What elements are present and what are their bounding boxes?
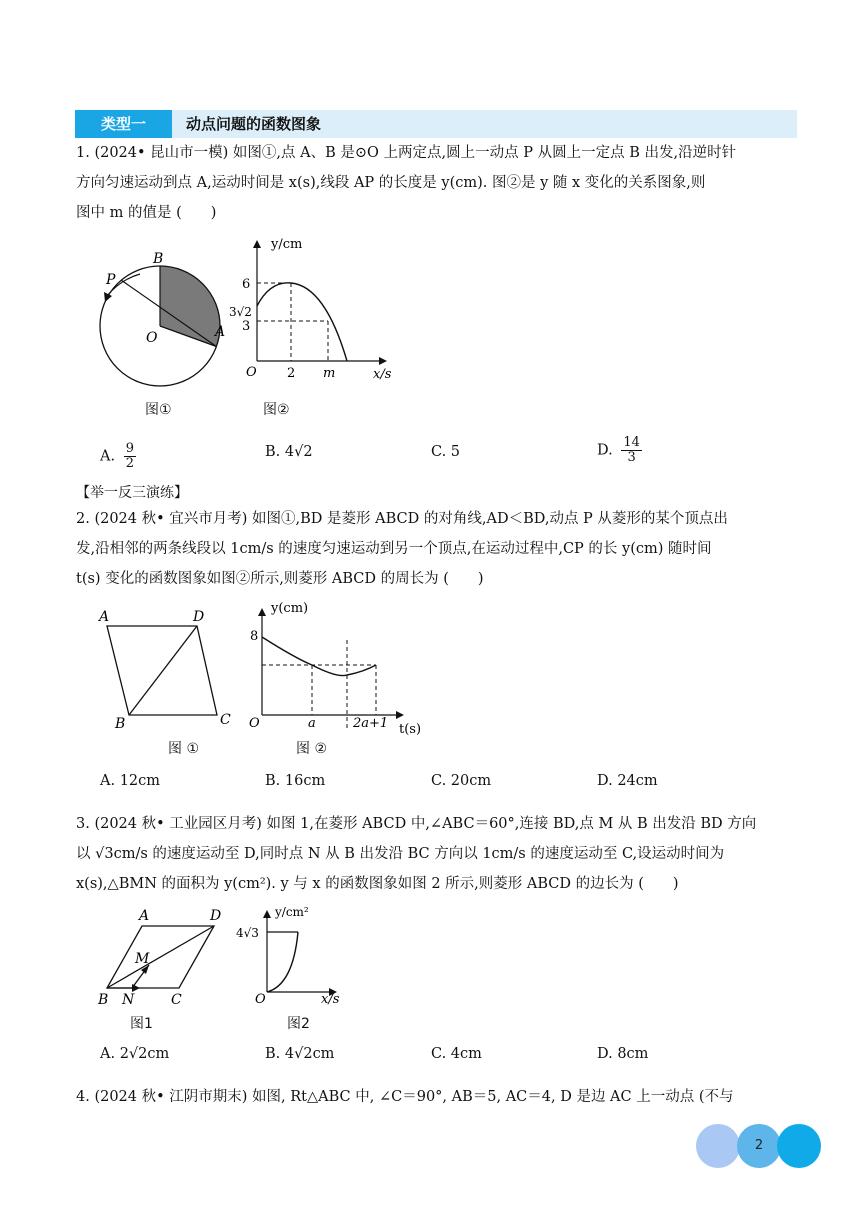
q3-option-d[interactable]: D. 8cm — [597, 1046, 649, 1062]
q3-line-2: 以 √3cm/s 的速度运动至 D,同时点 N 从 B 出发沿 BC 方向以 1cm/s 的速度运动至 C,设运动时间为 — [76, 846, 725, 862]
tick-8: 8 — [250, 629, 259, 644]
tick-2: 2 — [287, 366, 296, 381]
q3-fig2-caption: 图2 — [287, 1016, 310, 1032]
axis-y-label: y/cm² — [275, 905, 309, 919]
q3-line-1: 3. (2024 秋• 工业园区月考) 如图 1,在菱形 ABCD 中,∠ABC＝60°,连接 BD,点 M 从 B 出发沿 BD 方向 — [76, 816, 757, 832]
label-B: B — [98, 992, 109, 1008]
option-d-label: D. — [597, 442, 613, 459]
q2-rhombus-figure — [97, 609, 231, 732]
footer-circle-right — [777, 1124, 821, 1168]
shaded-sector — [160, 266, 220, 347]
q3-option-b[interactable]: B. 4√2cm — [265, 1046, 335, 1062]
label-A: A — [139, 908, 150, 924]
option-a-label: A. — [100, 448, 116, 465]
q2-line-1: 2. (2024 秋• 宜兴市月考) 如图①,BD 是菱形 ABCD 的对角线,AD＜BD,动点 P 从菱形的某个顶点出 — [76, 511, 728, 527]
page-number: 2 — [737, 1124, 781, 1168]
tick-a: a — [308, 716, 316, 731]
q1-option-c[interactable]: C. 5 — [431, 444, 461, 460]
option-d-fraction: $\frac{14}{3}$ — [623, 435, 640, 465]
q3-figures — [95, 900, 365, 1010]
label-C: C — [220, 712, 231, 728]
label-B: B — [115, 716, 126, 732]
q3-fig1-caption: 图1 — [130, 1016, 153, 1032]
label-M: M — [135, 951, 150, 967]
q2-option-b[interactable]: B. 16cm — [265, 773, 326, 789]
label-A: A — [215, 324, 226, 340]
section-tag: 类型一 — [75, 110, 172, 138]
curve — [267, 932, 298, 992]
footer-circle-left — [696, 1124, 740, 1168]
q3-option-a[interactable]: A. 2√2cm — [100, 1046, 170, 1062]
axis-y-label: y/cm — [271, 237, 303, 252]
q4-line-1: 4. (2024 秋• 江阴市期末) 如图, Rt△ABC 中, ∠C＝90°, AB＝5, AC＝4, D 是边 AC 上一动点 (不与 — [76, 1089, 734, 1105]
q2-fig1-caption: 图 ① — [168, 741, 200, 757]
q3-option-c[interactable]: C. 4cm — [431, 1046, 482, 1062]
axis-x-label: x/s — [321, 992, 340, 1007]
label-A: A — [99, 609, 110, 625]
tick-2a1: 2a+1 — [353, 716, 389, 731]
q2-option-c[interactable]: C. 20cm — [431, 773, 492, 789]
q1-graph-figure — [229, 237, 392, 382]
label-D: D — [193, 609, 205, 625]
origin: O — [246, 365, 257, 380]
label-N: N — [122, 992, 135, 1008]
label-P: P — [106, 272, 116, 288]
q2-option-a[interactable]: A. 12cm — [100, 773, 161, 789]
q1-line-2: 方向匀速运动到点 A,运动时间是 x(s),线段 AP 的长度是 y(cm). 图②是 y 随 x 变化的关系图象,则 — [76, 175, 706, 191]
q1-line-3: 图中 m 的值是 ( ) — [76, 205, 217, 221]
label-D: D — [210, 908, 222, 924]
label-O: O — [146, 330, 158, 346]
q1-option-b[interactable]: B. 4√2 — [265, 444, 313, 460]
axis-y-label: y(cm) — [271, 601, 309, 616]
option-a-fraction: $\frac{9}{2}$ — [125, 441, 134, 471]
q1-option-a[interactable] — [100, 442, 136, 471]
q2-graph-figure — [249, 601, 421, 737]
axis-x-label: x/s — [373, 367, 392, 382]
q3-line-3: x(s),△BMN 的面积为 y(cm²). y 与 x 的函数图象如图 2 所示,则菱形 ABCD 的边长为 ( ) — [76, 876, 679, 892]
q2-line-3: t(s) 变化的函数图象如图②所示,则菱形 ABCD 的周长为 ( ) — [76, 571, 484, 587]
q2-figures — [95, 600, 430, 740]
q1-figures — [95, 236, 425, 426]
q1-line-1: 1. (2024• 昆山市一模) 如图①,点 A、B 是⊙O 上两定点,圆上一动点 P 从圆上一定点 B 出发,沿逆时针 — [76, 145, 737, 161]
section-title: 动点问题的函数图象 — [186, 115, 322, 133]
practice-heading: 【举一反三演练】 — [76, 485, 188, 501]
origin: O — [249, 716, 260, 731]
tick-m: m — [323, 366, 336, 381]
q2-fig2-caption: 图 ② — [296, 741, 328, 757]
q3-graph-figure — [236, 905, 340, 1007]
label-B: B — [153, 251, 164, 267]
q1-fig1-caption: 图① — [145, 402, 172, 418]
tick-4root3: 4√3 — [236, 926, 259, 940]
tick-3: 3 — [242, 319, 251, 334]
q1-circle-figure — [100, 251, 225, 386]
curve — [257, 283, 347, 361]
axis-t-label: t(s) — [399, 722, 422, 737]
origin: O — [255, 992, 266, 1007]
arrow-head — [104, 292, 112, 302]
tick-6: 6 — [242, 277, 251, 292]
q2-line-2: 发,沿相邻的两条线段以 1cm/s 的速度匀速运动到另一个顶点,在运动过程中,CP 的长 y(cm) 随时间 — [76, 541, 712, 557]
curve — [262, 637, 376, 676]
label-C: C — [171, 992, 182, 1008]
q3-rhombus-figure — [97, 908, 221, 1008]
q1-option-d[interactable] — [597, 436, 642, 465]
tick-3root2: 3√2 — [229, 305, 252, 319]
q1-fig2-caption: 图② — [263, 402, 290, 418]
section-banner — [75, 110, 797, 138]
arrow-N — [132, 984, 140, 992]
q2-option-d[interactable]: D. 24cm — [597, 773, 658, 789]
